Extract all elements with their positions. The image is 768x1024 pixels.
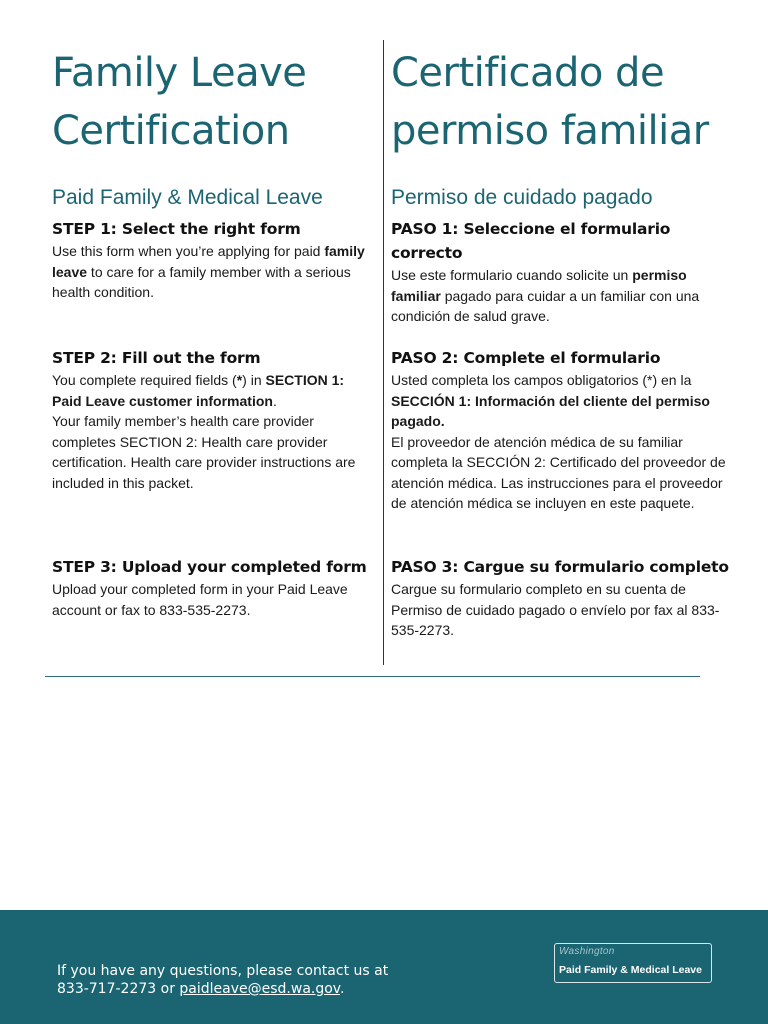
spanish-column (391, 44, 736, 638)
page-title-english (52, 44, 374, 160)
section-divider (45, 676, 700, 677)
footer (0, 910, 768, 1024)
pfml-logo (554, 943, 712, 983)
step-body: Upload your completed form in your Paid Leave account or fax to 833-535-2273. (52, 581, 348, 618)
contact-line-1: If you have any questions, please contact us at (57, 963, 389, 979)
step-1-english (52, 217, 374, 303)
step-title: STEP 2: Fill out the form (52, 349, 261, 367)
contact-phone: 833-717-2273 or (57, 981, 180, 997)
step-title: STEP 1: Select the right form (52, 220, 301, 238)
step-1-spanish (391, 217, 736, 327)
step-3-english (52, 555, 374, 620)
step-title: STEP 3: Upload your completed form (52, 558, 367, 576)
page-title-spanish (391, 44, 736, 160)
logo-state-text: Washington (559, 946, 615, 957)
subheading-english: Paid Family & Medical Leave (52, 186, 323, 209)
step-body: Use este formulario cuando solicite un permiso familiar pagado para cuidar a un familiar con una condición de salud grave. (391, 267, 700, 324)
title-line-1: Certificado de (391, 50, 665, 96)
step-2-english (52, 346, 374, 493)
step-title: PASO 2: Complete el formulario (391, 349, 661, 367)
contact-text: If you have any questions, please contact us at 833-717-2273 or paidleave@esd.wa.gov. (57, 963, 389, 997)
step-body: Use this form when you’re applying for paid family leave to care for a family member with a serious health condition. (52, 243, 365, 300)
contact-email-link[interactable]: paidleave@esd.wa.gov (179, 981, 341, 997)
title-line-1: Family Leave (52, 50, 307, 96)
logo-program-name: Paid Family & Medical Leave (559, 964, 702, 976)
step-3-spanish (391, 555, 736, 641)
step-body: You complete required fields (*) in SECTION 1: Paid Leave customer information. Your family member’s health care provider completes SECTION 2: Health care provider certification. Health care provider instructions are included in this packet. (52, 372, 356, 491)
step-title: PASO 1: Seleccione el formulario correcto (391, 220, 671, 262)
step-body: Cargue su formulario completo en su cuenta de Permiso de cuidado pagado o envíelo por fax al 833-535-2273. (391, 581, 720, 638)
subheading-spanish: Permiso de cuidado pagado (391, 186, 653, 209)
step-2-spanish (391, 346, 736, 514)
english-column (52, 44, 374, 618)
step-title: PASO 3: Cargue su formulario completo (391, 558, 729, 576)
title-line-2: permiso familiar (391, 108, 709, 154)
title-line-2: Certification (52, 108, 290, 154)
step-body: Usted completa los campos obligatorios (*) en la SECCIÓN 1: Información del cliente del permiso pagado. El proveedor de atención médica de su familiar completa la SECCIÓN 2: Certificado del proveedor de atención médica. Las instrucciones para el proveedor de atención médica se incluyen en este paquete. (391, 372, 726, 511)
column-divider (383, 40, 384, 665)
